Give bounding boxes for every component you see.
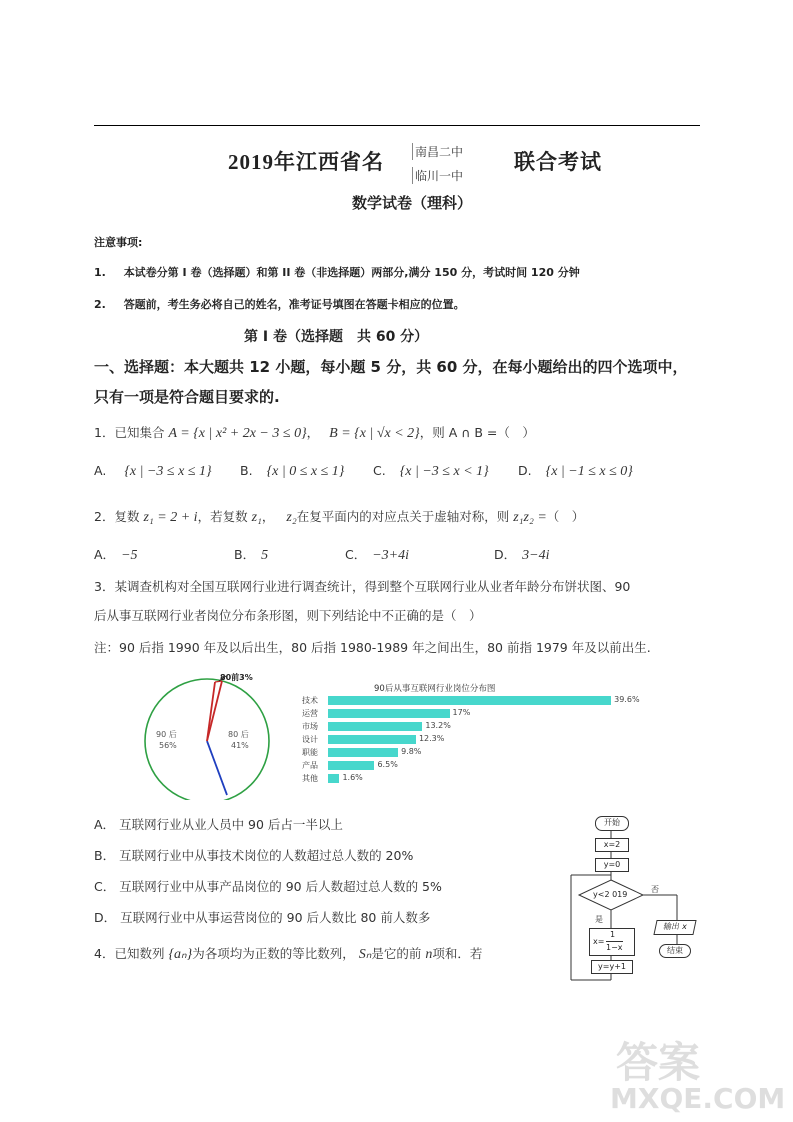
q2-option-d[interactable]: D． 3−4i bbox=[494, 547, 550, 563]
question-number: 2． bbox=[94, 509, 115, 524]
flowchart-no-label: 否 bbox=[651, 885, 659, 894]
bar-mark bbox=[328, 748, 398, 757]
exam-title-right: 联合考试 bbox=[514, 150, 602, 174]
flowchart-assign-x: x= 1 1−x bbox=[589, 928, 635, 956]
bar-value-label: 9.8% bbox=[401, 747, 422, 756]
bar-value-label: 39.6% bbox=[614, 695, 640, 704]
bar-category-label: 市场 bbox=[302, 722, 318, 731]
watermark-logo: 答案 bbox=[616, 1038, 701, 1087]
notice-item-num: 2. bbox=[94, 298, 106, 311]
bar-value-label: 12.3% bbox=[418, 734, 445, 743]
age-pie-chart bbox=[140, 670, 290, 800]
flowchart-init-x: x=2 bbox=[595, 838, 629, 852]
question-4: 4．已知数列 {aₙ}为各项均为正数的等比数列， Sₙ是它的前 n项和．若 bbox=[94, 946, 483, 962]
exam-subtitle: 数学试卷（理科） bbox=[352, 196, 473, 212]
q1-option-d[interactable]: D. {x | −1 ≤ x ≤ 0} bbox=[518, 463, 633, 479]
flowchart-output: 输出 x bbox=[653, 920, 696, 935]
bar-mark bbox=[328, 735, 416, 744]
q3-option-a[interactable]: A． 互联网行业从业人员中 90 后占一半以上 bbox=[94, 817, 343, 832]
program-flowchart bbox=[565, 810, 695, 990]
flowchart-assign-y: y=y+1 bbox=[591, 960, 633, 974]
notice-item-2 bbox=[94, 296, 465, 312]
exam-title-left: 2019年江西省名 bbox=[228, 150, 384, 174]
question-1: 1．已知集合 A = {x | x² + 2x − 3 ≤ 0}， B = {x | √x < 2}，则 A ∩ B =（ ） bbox=[94, 425, 535, 441]
question-3-line2: 后从事互联网行业者岗位分布条形图，则下列结论中不正确的是（ ） bbox=[94, 608, 482, 623]
pie-divider-90 bbox=[207, 741, 227, 795]
q3-option-c[interactable]: C． 互联网行业中从事产品岗位的 90 后人数超过总人数的 5% bbox=[94, 879, 442, 894]
bar-category-label: 设计 bbox=[302, 735, 318, 744]
part1-title: 第 I 卷（选择题 共 60 分） bbox=[244, 329, 429, 345]
section1-line1: 一、选择题：本大题共 12 小题，每小题 5 分，共 60 分，在每小题给出的四个选项中， bbox=[94, 358, 688, 376]
school-name-1: 南昌二中 bbox=[412, 143, 463, 160]
q1-option-a[interactable]: A. {x | −3 ≤ x ≤ 1} bbox=[94, 463, 212, 479]
notice-item-text: 本试卷分第 I 卷（选择题）和第 II 卷（非选择题）两部分,满分 150 分，考试时间 120 分钟 bbox=[123, 266, 580, 279]
notice-item-text: 答题前，考生务必将自己的姓名，准考证号填图在答题卡相应的位置。 bbox=[123, 298, 465, 311]
question-3-line1: 3．某调查机构对全国互联网行业进行调查统计，得到整个互联网行业从业者年龄分布饼状图、90 bbox=[94, 579, 631, 594]
bar-mark bbox=[328, 774, 339, 783]
set-a: A = {x | x² + 2x − 3 ≤ 0} bbox=[168, 426, 307, 441]
bar-category-label: 职能 bbox=[302, 748, 318, 757]
section1-line2: 只有一项是符合题目要求的. bbox=[94, 388, 280, 406]
bar-value-label: 17% bbox=[452, 708, 471, 717]
watermark-url: MXQE.COM bbox=[610, 1082, 786, 1115]
flowchart-init-y: y=0 bbox=[595, 858, 629, 872]
q2-option-b[interactable]: B． 5 bbox=[234, 547, 269, 563]
bar-category-label: 其他 bbox=[302, 774, 318, 783]
bar-mark bbox=[328, 709, 450, 718]
flowchart-start: 开始 bbox=[595, 816, 629, 831]
flowchart-end: 结束 bbox=[659, 944, 691, 958]
flowchart-condition: y<2 019 bbox=[593, 890, 628, 899]
question-2: 2．复数 z₁ = 2 + i，若复数 z₁， z₂在复平面内的对应点关于虚轴对称，则 z₁z₂ =（ ） bbox=[94, 509, 585, 525]
flowchart-yes-label: 是 bbox=[595, 915, 603, 924]
pie-value-80: 41% bbox=[231, 741, 249, 750]
bar-value-label: 13.2% bbox=[425, 721, 451, 730]
q3-option-d[interactable]: D． 互联网行业中从事运营岗位的 90 后人数比 80 前人数多 bbox=[94, 910, 431, 925]
bar-value-label: 1.6% bbox=[342, 773, 363, 782]
notice-item-1 bbox=[94, 264, 580, 280]
pie-value-90: 56% bbox=[159, 741, 177, 750]
notice-item-num: 1. bbox=[94, 266, 106, 279]
bar-value-label: 6.5% bbox=[377, 760, 398, 769]
pie-label-90: 90 后 bbox=[156, 730, 177, 739]
header-rule bbox=[94, 125, 700, 126]
q1-option-b[interactable]: B. {x | 0 ≤ x ≤ 1} bbox=[240, 463, 345, 479]
bar-mark bbox=[328, 761, 374, 770]
bar-category-label: 产品 bbox=[302, 761, 318, 770]
question-number: 1． bbox=[94, 425, 115, 440]
question-number: 4． bbox=[94, 946, 115, 961]
q1-option-c[interactable]: C. {x | −3 ≤ x < 1} bbox=[373, 463, 489, 479]
bar-chart-title: 90后从事互联网行业岗位分布图 bbox=[374, 684, 496, 694]
q2-option-a[interactable]: A． −5 bbox=[94, 547, 138, 563]
question-tail: ，则 A ∩ B =（ ） bbox=[419, 425, 535, 440]
question-3-note: 注：90 后指 1990 年及以后出生，80 后指 1980-1989 年之间出生，80 前指 1979 年及以前出生. bbox=[94, 640, 651, 655]
bar-mark bbox=[328, 722, 422, 731]
set-b: B = {x | √x < 2} bbox=[329, 426, 420, 441]
pie-label-80-before: 80前3% bbox=[220, 673, 253, 682]
q2-option-c[interactable]: C． −3+4i bbox=[345, 547, 410, 563]
bar-category-label: 运营 bbox=[302, 709, 318, 718]
notice-heading: 注意事项: bbox=[94, 236, 143, 249]
pie-label-80: 80 后 bbox=[228, 730, 249, 739]
school-name-2: 临川一中 bbox=[412, 167, 463, 184]
position-bar-chart bbox=[300, 680, 640, 800]
bar-mark bbox=[328, 696, 611, 705]
bar-category-label: 技术 bbox=[302, 696, 318, 705]
question-text: 已知集合 bbox=[114, 425, 165, 440]
q3-option-b[interactable]: B． 互联网行业中从事技术岗位的人数超过总人数的 20% bbox=[94, 848, 414, 863]
